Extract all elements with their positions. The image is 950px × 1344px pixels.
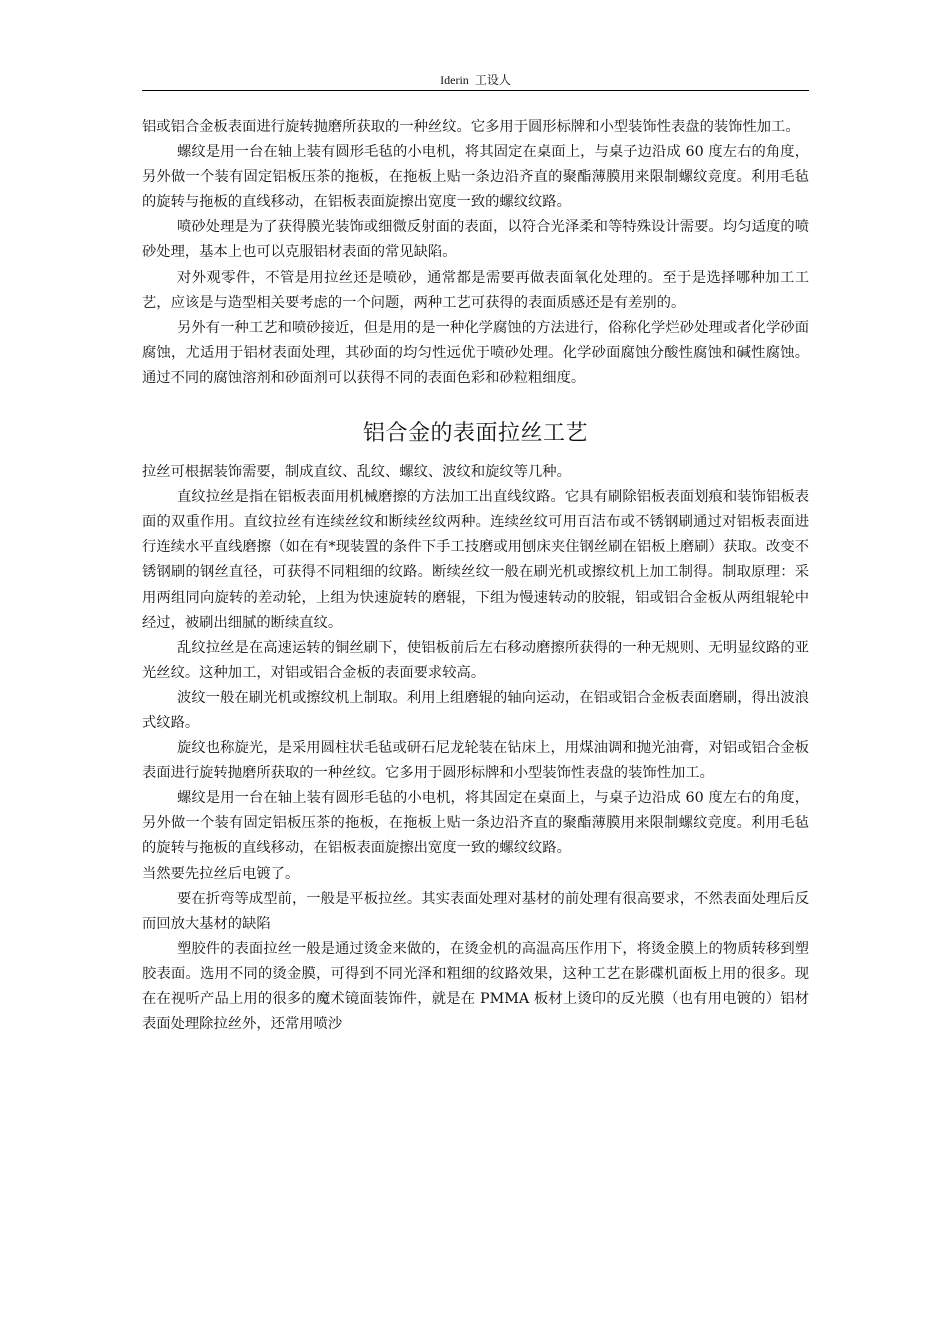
- paragraph-wave-brushing: 波纹一般在刷光机或擦纹机上制取。利用上组磨辊的轴向运动，在铝或铝合金板表面磨刷，得出波浪式纹路。: [142, 689, 809, 731]
- paragraph-plastic-hot-stamping: 塑胶件的表面拉丝一般是通过烫金来做的，在烫金机的高温高压作用下，将烫金膜上的物质转移到塑胶表面。选用不同的烫金膜，可得到不同光泽和粗细的纹路效果，这种工艺在影碟机面板上用的很多。现在在视听产品上用的很多的魔术镜面装饰件，就是在 PMMA 板材上烫印的反光膜（也有用电镀的）铝材表面处理除拉丝外，还常用喷沙: [142, 940, 809, 1033]
- page-header: [142, 70, 809, 90]
- paragraph-sandblasting: 喷砂处理是为了获得膜光装饰或细微反射面的表面，以符合光泽柔和等特殊设计需要。均匀适度的喷砂处理，基本上也可以克服铝材表面的常见缺陷。: [142, 219, 809, 261]
- paragraph-random-brushing: 乱纹拉丝是在高速运转的铜丝刷下，使铝板前后左右移动磨擦所获得的一种无规则、无明显纹路的亚光丝纹。这种加工，对铝或铝合金板的表面要求较高。: [142, 639, 809, 681]
- paragraph-straight-brushing: 直纹拉丝是指在铝板表面用机械磨擦的方法加工出直线纹路。它具有刷除铝板表面划痕和装饰铝板表面的双重作用。直纹拉丝有连续丝纹和断续丝纹两种。连续丝纹可用百洁布或不锈钢刷通过对铝板表面进行连续水平直线磨擦（如在有*现装置的条件下手工技磨或用刨床夹住钢丝刷在铝板上磨刷）获取。改变不锈钢刷的钢丝直径，可获得不同粗细的纹路。断续丝纹一般在刷光机或擦纹机上加工制得。制取原理：采用两组同向旋转的差动轮，上组为快速旋转的磨辊，下组为慢速转动的胶辊，铝或铝合金板从两组辊轮中经过，被刷出细腻的断续直纹。: [142, 489, 809, 631]
- paragraph-brushing-types: 拉丝可根据装饰需要，制成直纹、乱纹、螺纹、波纹和旋纹等几种。: [142, 464, 571, 481]
- header-site: 工设人: [474, 73, 511, 87]
- document-body: [142, 115, 809, 1037]
- paragraph-chemical-etching: 另外有一种工艺和喷砂接近，但是用的是一种化学腐蚀的方法进行，俗称化学烂砂处理或者化学砂面腐蚀，尤适用于铝材表面处理，其砂面的均匀性远优于喷砂处理。化学砂面腐蚀分酸性腐蚀和碱性腐蚀。 通过不同的腐蚀溶剂和砂面剂可以获得不同的表面色彩和砂粒粗细度。: [142, 319, 809, 386]
- paragraph-spiral-brushing: 螺纹是用一台在轴上装有圆形毛毡的小电机，将其固定在桌面上，与桌子边沿成 60 度左右的角度，另外做一个装有固定铝板压茶的拖板，在拖板上贴一条边沿齐直的聚酯薄膜用来限制螺纹竞度。利用毛毡的旋转与拖板的直线移动，在铝板表面旋擦出宽度一致的螺纹纹路。: [142, 790, 809, 857]
- paragraph-swirl-brushing: 旋纹也称旋光，是采用圆柱状毛毡或研石尼龙轮装在钻床上，用煤油调和抛光油膏，对铝或铝合金板表面进行旋转抛磨所获取的一种丝纹。它多用于圆形标牌和小型装饰性表盘的装饰性加工。: [142, 740, 809, 782]
- header-author: Iderin: [440, 73, 469, 87]
- section-title: 铝合金的表面拉丝工艺: [362, 421, 588, 447]
- header-rule: [142, 90, 809, 91]
- paragraph-plating-note: 当然要先拉丝后电镀了。: [142, 865, 300, 882]
- paragraph-continued: 铝或铝合金板表面进行旋转抛磨所获取的一种丝纹。它多用于圆形标牌和小型装饰性表盘的装饰性加工。: [142, 119, 800, 135]
- paragraph-appearance-parts: 对外观零件，不管是用拉丝还是喷砂，通常都是需要再做表面氧化处理的。至于是选择哪种加工工艺，应该是与造型相关要考虑的一个问题，两种工艺可获得的表面质感还是有差别的。: [142, 269, 809, 311]
- paragraph-before-bending: 要在折弯等成型前，一般是平板拉丝。其实表面处理对基材的前处理有很高要求，不然表面处理后反而回放大基材的缺陷: [142, 890, 809, 932]
- paragraph-spiral-texture: 螺纹是用一台在轴上装有圆形毛毡的小电机，将其固定在桌面上，与桌子边沿成 60 度左右的角度，另外做一个装有固定铝板压茶的拖板，在拖板上贴一条边沿齐直的聚酯薄膜用来限制螺纹竞度。利用毛毡的旋转与拖板的直线移动，在铝板表面旋擦出宽度一致的螺纹纹路。: [142, 144, 809, 211]
